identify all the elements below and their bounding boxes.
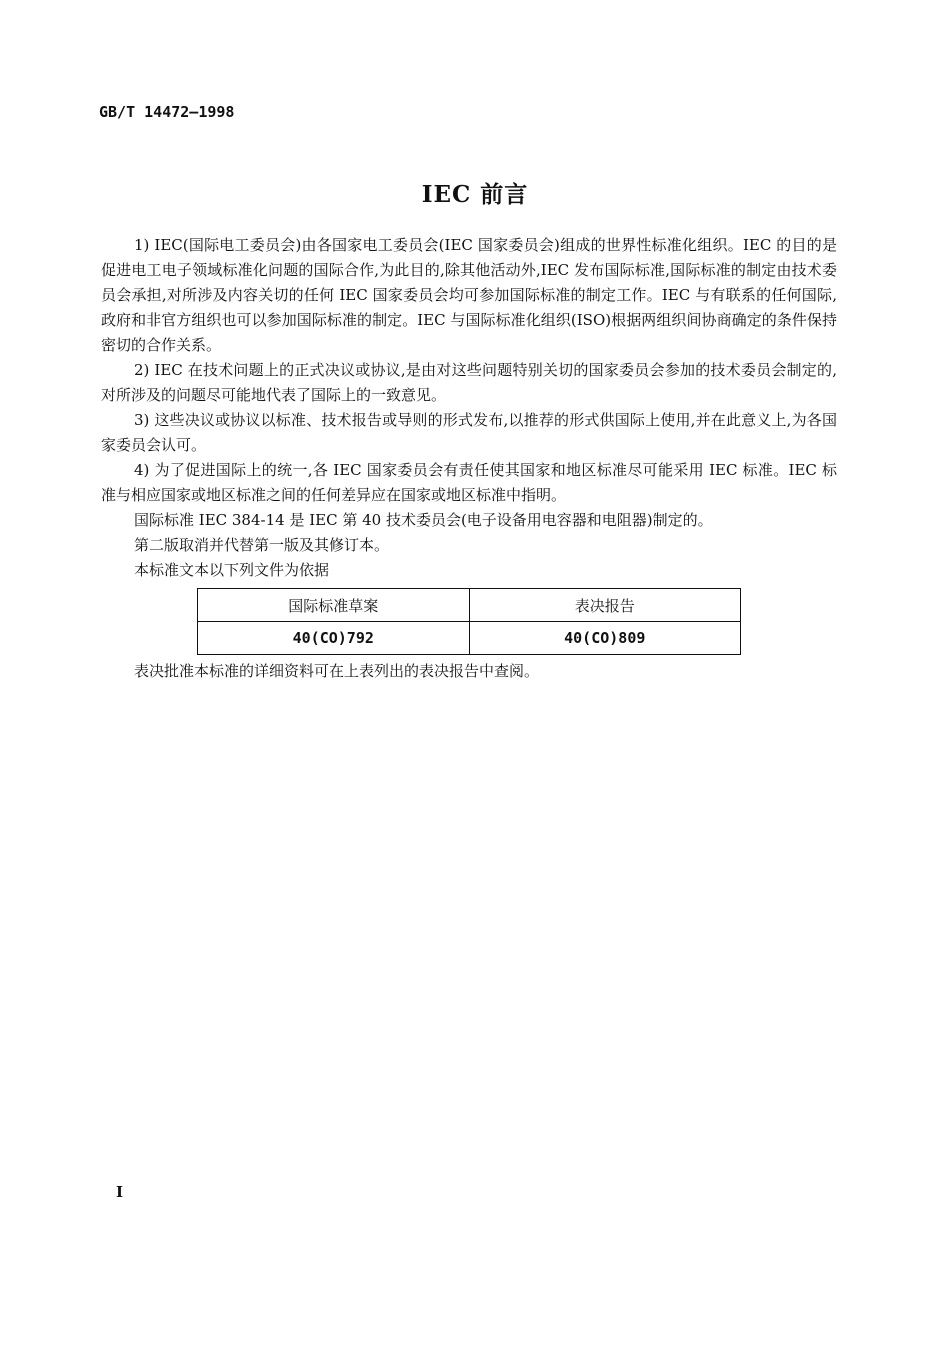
paragraph-1: 1) IEC(国际电工委员会)由各国家电工委员会(IEC 国家委员会)组成的世界性标准化组织。IEC 的目的是促进电工电子领域标准化问题的国际合作,为此目的,除其他活动外,IEC 发布国际标准,国际标准的制定由技术委员会承担,对所涉及内容关切的任何 IEC 国家委员会均可参加国际标准的制定工作。IEC 与有联系的任何国际,政府和非官方组织也可以参加国际标准的制定。IEC 与国际标准化组织(ISO)根据两组织间协商确定的条件保持密切的合作关系。 [101, 236, 837, 354]
preface-body [101, 233, 837, 583]
page-number: I [116, 1183, 124, 1201]
standard-code: GB/T 14472—1998 [99, 103, 235, 121]
table-cell: 40(CO)809 [469, 622, 741, 655]
paragraph-5: 国际标准 IEC 384-14 是 IEC 第 40 技术委员会(电子设备用电容器和电阻器)制定的。 [134, 511, 713, 529]
table-cell: 40(CO)792 [198, 622, 470, 655]
paragraph-4: 4) 为了促进国际上的统一,各 IEC 国家委员会有责任使其国家和地区标准尽可能采用 IEC 标准。IEC 标准与相应国家或地区标准之间的任何差异应在国家或地区标准中指明。 [101, 461, 837, 504]
paragraph-3: 3) 这些决议或协议以标准、技术报告或导则的形式发布,以推荐的形式供国际上使用,并在此意义上,为各国家委员会认可。 [101, 411, 837, 454]
voting-documents-table [197, 588, 741, 655]
paragraph-7: 本标准文本以下列文件为依据 [134, 561, 330, 579]
table-header-row [198, 589, 741, 622]
table-header-cell: 国际标准草案 [198, 589, 470, 622]
table-header-cell: 表决报告 [469, 589, 741, 622]
paragraph-6: 第二版取消并代替第一版及其修订本。 [134, 536, 390, 554]
page-title: IEC 前言 [421, 181, 529, 208]
table-row [198, 622, 741, 655]
paragraph-2: 2) IEC 在技术问题上的正式决议或协议,是由对这些问题特别关切的国家委员会参加的技术委员会制定的,对所涉及的问题尽可能地代表了国际上的一致意见。 [101, 361, 837, 404]
after-table-note: 表决批准本标准的详细资料可在上表列出的表决报告中查阅。 [134, 662, 540, 680]
